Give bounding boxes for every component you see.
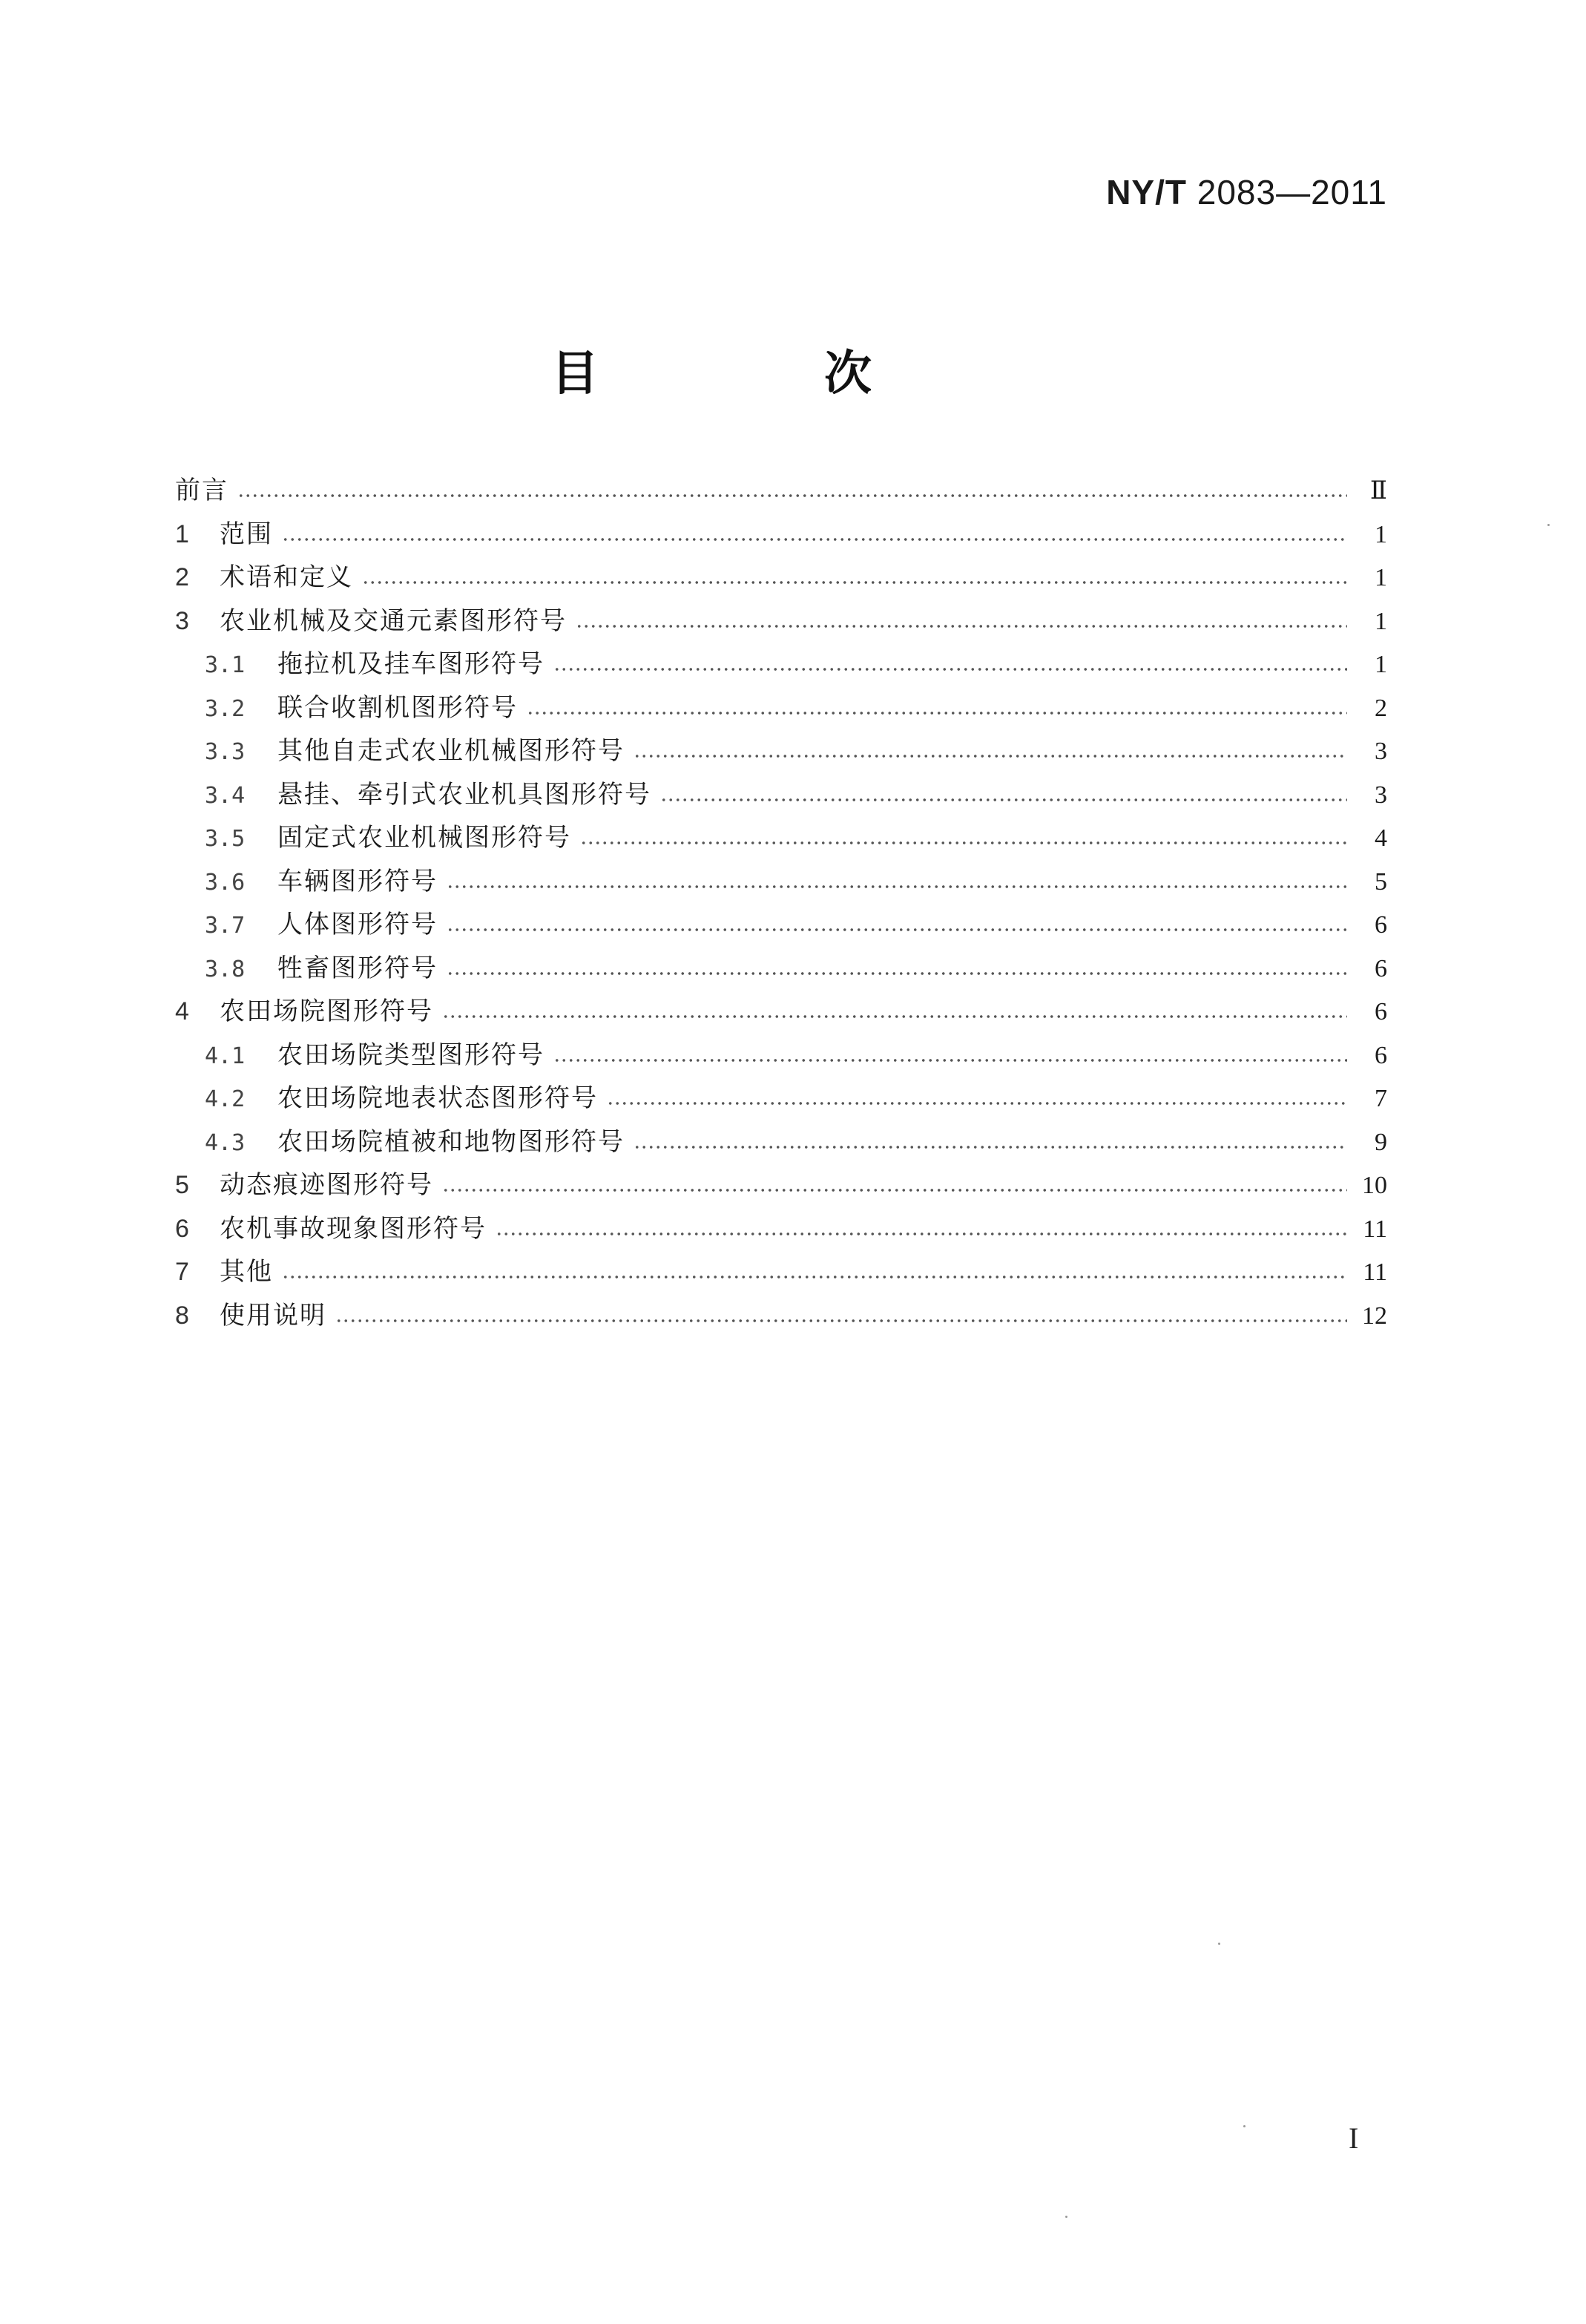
toc-dot-leader bbox=[634, 752, 1347, 760]
toc-entry[interactable] bbox=[175, 1077, 1387, 1120]
toc-entry-page: 6 bbox=[1375, 954, 1387, 982]
toc-entry-label: 联合收割机图形符号 bbox=[277, 692, 518, 723]
toc-entry-number: 7 bbox=[175, 1258, 189, 1286]
toc-entry[interactable] bbox=[175, 1163, 1387, 1207]
scan-speck bbox=[1065, 2216, 1067, 2218]
toc-entry-page: 6 bbox=[1375, 998, 1387, 1025]
toc-entry-number: 8 bbox=[175, 1301, 189, 1330]
toc-entry-number: 1 bbox=[175, 519, 189, 548]
toc-dot-leader bbox=[553, 1057, 1347, 1064]
toc-entry[interactable] bbox=[175, 1120, 1387, 1164]
toc-entry[interactable] bbox=[175, 513, 1387, 557]
toc-entry-number: 4.3 bbox=[205, 1129, 246, 1156]
toc-entry-label: 农田场院类型图形符号 bbox=[277, 1040, 544, 1070]
toc-dot-leader bbox=[362, 579, 1347, 586]
toc-entry-page: 1 bbox=[1375, 520, 1387, 548]
toc-entry-label: 动态痕迹图形符号 bbox=[220, 1170, 433, 1200]
toc-entry[interactable] bbox=[175, 643, 1387, 686]
toc-entry-label: 术语和定义 bbox=[220, 562, 353, 592]
toc-entry-page: 5 bbox=[1375, 867, 1387, 896]
toc-entry-number: 3.4 bbox=[205, 782, 246, 809]
toc-entry-label: 范围 bbox=[220, 519, 273, 549]
toc-entry-page: 4 bbox=[1375, 824, 1387, 852]
toc-entry-number: 5 bbox=[175, 1171, 189, 1199]
toc-entry-page: Ⅱ bbox=[1369, 477, 1387, 505]
toc-entry[interactable] bbox=[175, 729, 1387, 773]
toc-entry-number: 3.6 bbox=[205, 869, 246, 896]
toc-entry-page: 2 bbox=[1375, 694, 1387, 722]
toc-dot-leader bbox=[527, 709, 1347, 717]
toc-entry[interactable] bbox=[175, 990, 1387, 1034]
toc-entry[interactable] bbox=[175, 816, 1387, 860]
toc-dot-leader bbox=[442, 1186, 1347, 1194]
toc-entry-number: 3.2 bbox=[205, 695, 246, 722]
toc-entry-label: 使用说明 bbox=[220, 1300, 326, 1330]
toc-entry[interactable] bbox=[175, 947, 1387, 991]
toc-entry-page: 1 bbox=[1375, 564, 1387, 591]
toc-entry-page: 7 bbox=[1375, 1085, 1387, 1112]
toc-dot-leader bbox=[576, 623, 1347, 630]
toc-entry-page: 3 bbox=[1375, 738, 1387, 765]
toc-entry-label: 人体图形符号 bbox=[277, 910, 438, 939]
toc-entry[interactable] bbox=[175, 686, 1387, 730]
toc-entry-label: 拖拉机及挂车图形符号 bbox=[277, 649, 544, 679]
toc-entry-label: 其他自走式农业机械图形符号 bbox=[277, 736, 625, 766]
toc-entry-number: 3.7 bbox=[205, 913, 246, 939]
toc-entry[interactable] bbox=[175, 1294, 1387, 1338]
toc-dot-leader bbox=[447, 970, 1347, 977]
toc-entry-label: 固定式农业机械图形符号 bbox=[277, 823, 571, 853]
table-of-contents bbox=[175, 469, 1387, 1337]
toc-entry-number: 3.5 bbox=[205, 826, 246, 852]
toc-entry-foreword[interactable] bbox=[175, 469, 1387, 513]
toc-entry[interactable] bbox=[175, 1250, 1387, 1294]
toc-dot-leader bbox=[282, 536, 1347, 543]
toc-dot-leader bbox=[660, 796, 1347, 804]
toc-entry-page: 10 bbox=[1362, 1172, 1387, 1199]
toc-entry-label: 车辆图形符号 bbox=[277, 866, 438, 896]
toc-entry-label: 农机事故现象图形符号 bbox=[220, 1213, 487, 1244]
toc-entry-number: 4.2 bbox=[205, 1086, 246, 1112]
toc-entry-number: 4 bbox=[175, 997, 189, 1025]
toc-entry-number: 2 bbox=[175, 563, 189, 591]
toc-entry-number: 3 bbox=[175, 606, 189, 635]
toc-entry-number: 4.1 bbox=[205, 1043, 246, 1069]
scan-speck bbox=[1243, 2125, 1246, 2127]
toc-entry-label: 牲畜图形符号 bbox=[277, 953, 438, 983]
toc-dot-leader bbox=[447, 883, 1347, 890]
toc-dot-leader bbox=[553, 666, 1347, 673]
toc-dot-leader bbox=[237, 492, 1347, 499]
scan-speck bbox=[1547, 524, 1550, 526]
toc-dot-leader bbox=[607, 1100, 1347, 1107]
standard-prefix: NY/T bbox=[1106, 173, 1187, 211]
toc-entry[interactable] bbox=[175, 860, 1387, 904]
toc-entry[interactable] bbox=[175, 773, 1387, 817]
toc-entry[interactable] bbox=[175, 1034, 1387, 1077]
toc-entry-page: 1 bbox=[1375, 651, 1387, 678]
standard-code bbox=[1106, 172, 1387, 212]
toc-entry[interactable] bbox=[175, 556, 1387, 600]
toc-entry-number: 3.1 bbox=[205, 652, 246, 678]
toc-dot-leader bbox=[447, 926, 1347, 933]
toc-entry-label: 农田场院图形符号 bbox=[220, 997, 433, 1026]
toc-dot-leader bbox=[335, 1317, 1347, 1325]
toc-entry[interactable] bbox=[175, 1207, 1387, 1251]
page-title: 目 次 bbox=[551, 347, 961, 401]
toc-entry-label: 农田场院地表状态图形符号 bbox=[277, 1083, 598, 1113]
toc-entry[interactable] bbox=[175, 600, 1387, 643]
scan-speck bbox=[1218, 1943, 1220, 1945]
toc-entry-label: 农田场院植被和地物图形符号 bbox=[277, 1126, 625, 1157]
toc-dot-leader bbox=[496, 1230, 1347, 1238]
toc-entry-number: 3.3 bbox=[205, 739, 246, 765]
toc-entry-page: 1 bbox=[1375, 607, 1387, 635]
toc-dot-leader bbox=[282, 1273, 1347, 1281]
toc-entry-number: 6 bbox=[175, 1214, 189, 1243]
toc-dot-leader bbox=[442, 1013, 1347, 1020]
toc-entry-page: 12 bbox=[1362, 1301, 1387, 1330]
toc-entry-label: 前言 bbox=[175, 476, 228, 505]
toc-dot-leader bbox=[580, 839, 1347, 847]
toc-entry-page: 11 bbox=[1363, 1258, 1387, 1286]
standard-number: 2083—2011 bbox=[1197, 173, 1387, 211]
toc-entry-page: 9 bbox=[1375, 1128, 1387, 1156]
toc-entry-page: 6 bbox=[1375, 1041, 1387, 1069]
toc-entry[interactable] bbox=[175, 903, 1387, 947]
toc-entry-label: 悬挂、牵引式农业机具图形符号 bbox=[277, 779, 651, 810]
toc-dot-leader bbox=[634, 1143, 1347, 1151]
toc-entry-page: 11 bbox=[1363, 1215, 1387, 1243]
toc-entry-page: 6 bbox=[1375, 911, 1387, 939]
toc-entry-page: 3 bbox=[1375, 781, 1387, 809]
toc-entry-list bbox=[175, 513, 1387, 1338]
toc-entry-number: 3.8 bbox=[205, 956, 246, 982]
toc-entry-label: 农业机械及交通元素图形符号 bbox=[220, 605, 567, 636]
page-number: I bbox=[1349, 2121, 1359, 2155]
toc-entry-label: 其他 bbox=[220, 1257, 273, 1287]
